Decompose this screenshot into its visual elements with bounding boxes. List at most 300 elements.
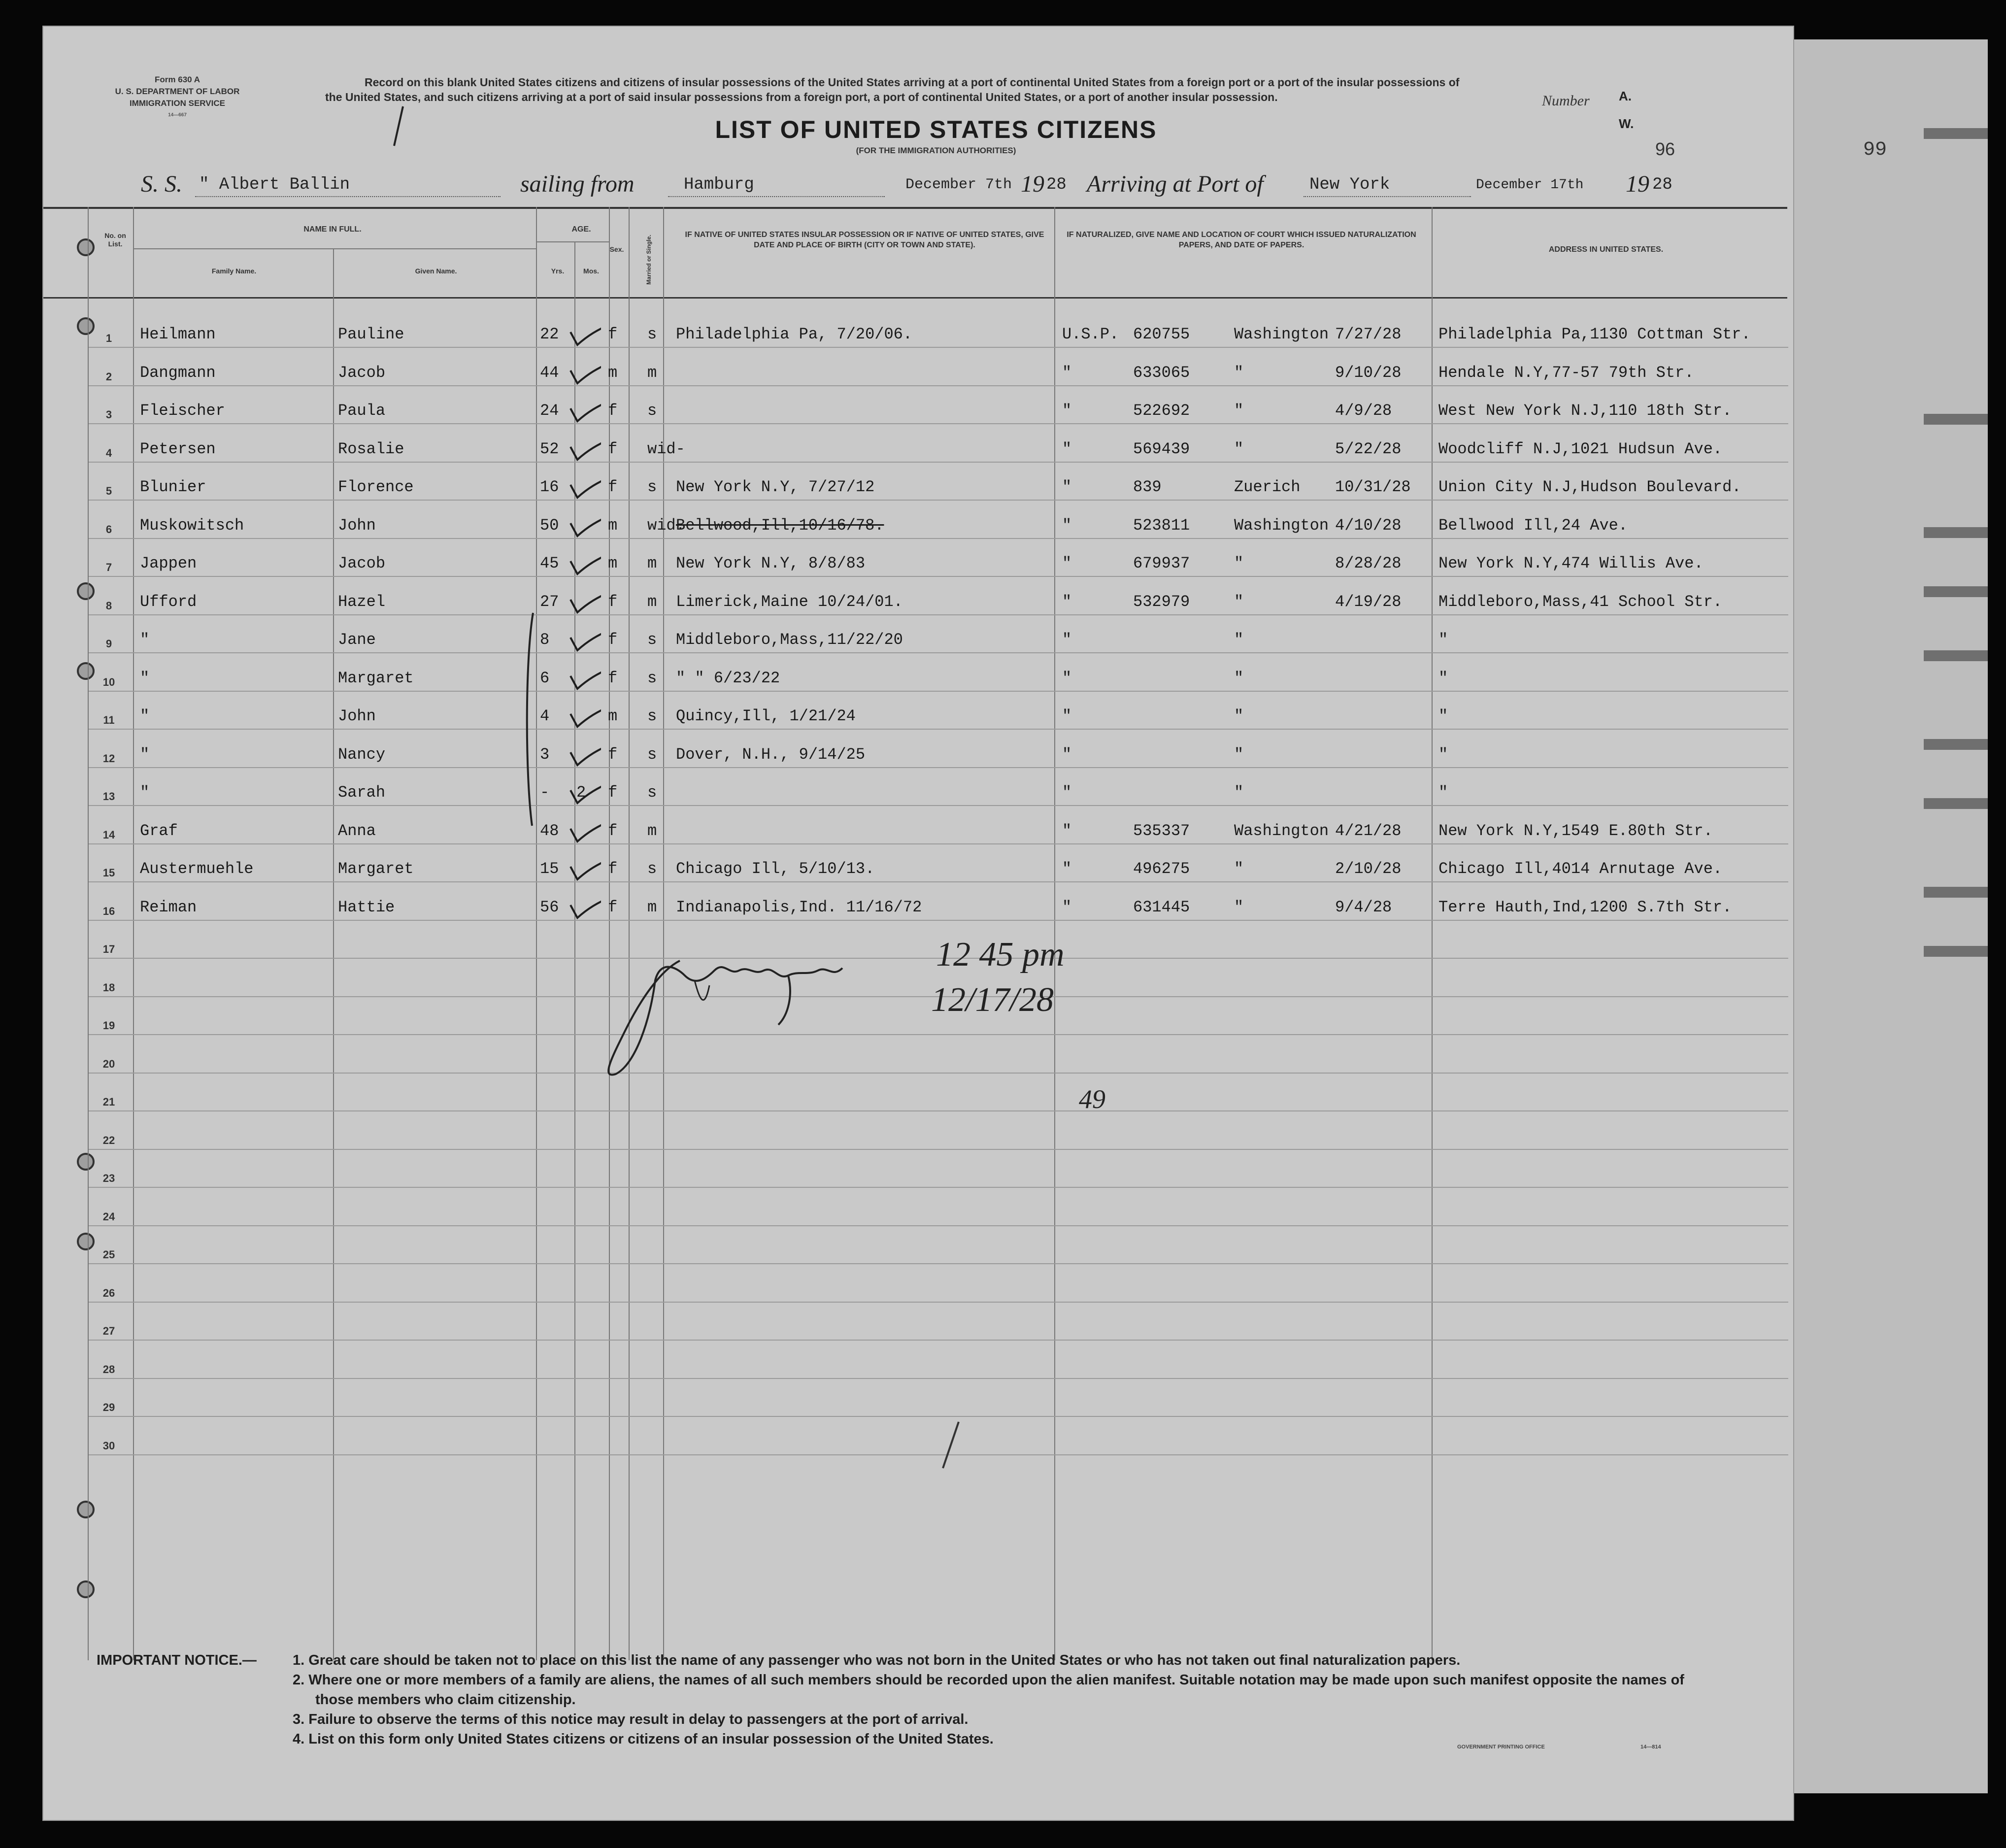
check-mark-icon [567, 500, 601, 539]
passenger-birth: Middleboro,Mass,11/22/20 [676, 631, 903, 649]
notice-item: 3. Failure to observe the terms of this notice may result in delay to passengers at the port of arrival. [293, 1712, 969, 1727]
passenger-yrs: 27 [540, 592, 559, 611]
check-mark-icon [567, 308, 601, 348]
passenger-family: Heilmann [140, 325, 216, 343]
passenger-given: John [338, 707, 376, 725]
passenger-address: " [1438, 707, 1448, 725]
passenger-birth: " " 6/23/22 [676, 669, 780, 687]
row-rule [89, 1225, 1788, 1226]
passenger-sex: f [608, 669, 618, 687]
check-mark-icon [567, 805, 601, 844]
passenger-mos: 2 [576, 783, 586, 802]
passenger-birth: Limerick,Maine 10/24/01. [676, 592, 903, 611]
check-mark-icon [567, 347, 601, 386]
passenger-location: Washington [1234, 325, 1329, 343]
passenger-ms: s [647, 325, 657, 343]
passenger-family: Muskowitsch [140, 516, 244, 535]
header-address: ADDRESS IN UNITED STATES. [1548, 245, 1664, 254]
passenger-date: 5/22/28 [1335, 439, 1402, 458]
passenger-family: " [140, 631, 150, 649]
passenger-sex: f [608, 821, 618, 840]
passenger-ms: s [647, 745, 657, 764]
passenger-sex: f [608, 745, 618, 764]
column-divider [536, 241, 610, 242]
number-label: Number [1542, 93, 1590, 109]
handwritten-date: 12/17/28 [931, 981, 1054, 1019]
passenger-yrs: 52 [540, 439, 559, 458]
passenger-sex: m [608, 554, 618, 572]
column-divider [133, 248, 537, 249]
passenger-family: Jappen [140, 554, 197, 572]
ship-name: " Albert Ballin [199, 175, 350, 194]
row-rule [89, 881, 1788, 882]
row-rule [89, 500, 1788, 501]
passenger-court: " [1062, 783, 1072, 802]
passenger-court: U.S.P. [1062, 325, 1119, 343]
passenger-given: Pauline [338, 325, 404, 343]
passenger-ms: s [647, 631, 657, 649]
passenger-given: Sarah [338, 783, 386, 802]
number-a: A. [1619, 89, 1632, 103]
header-birth-info: IF NATIVE OF UNITED STATES INSULAR POSSESSION OR IF NATIVE OF UNITED STATES, GIVE DATE AND PLACE OF BIRTH (CITY OR TOWN AND STATE). [685, 231, 1044, 249]
sheet-page-number: 96 [1655, 139, 1675, 159]
header-months: Mos. [583, 267, 599, 275]
row-rule [89, 462, 1788, 463]
header-years: Yrs. [551, 267, 565, 275]
row-rule [89, 1110, 1788, 1111]
arrival-date: December 17th [1476, 177, 1584, 193]
passenger-date: 8/28/28 [1335, 554, 1402, 572]
passenger-location: " [1234, 669, 1244, 687]
passenger-ms: wid. [647, 516, 685, 535]
passenger-yrs: 8 [540, 631, 550, 649]
passenger-date: 9/10/28 [1335, 363, 1402, 382]
passenger-court: " [1062, 439, 1072, 458]
row-number: 21 [102, 1096, 115, 1108]
passenger-address: Hendale N.Y,77-57 79th Str. [1438, 363, 1694, 382]
handwritten-page-number: 49 [1079, 1084, 1105, 1114]
row-number: 16 [102, 905, 115, 917]
row-number: 22 [102, 1134, 115, 1146]
passenger-court: " [1062, 669, 1072, 687]
header-married-or-single: Married or Single. [645, 235, 652, 285]
passenger-given: Anna [338, 821, 376, 840]
row-number: 25 [102, 1248, 115, 1261]
pen-stroke-icon [936, 1419, 966, 1473]
passenger-cert: 839 [1133, 478, 1162, 496]
row-number: 14 [102, 828, 115, 841]
row-rule [89, 843, 1788, 844]
passenger-given: Florence [338, 478, 414, 496]
row-number: 18 [102, 981, 115, 994]
passenger-cert: 523811 [1133, 516, 1190, 535]
passenger-family: Fleischer [140, 402, 225, 420]
passenger-court: " [1062, 478, 1072, 496]
row-number: 27 [102, 1325, 115, 1337]
passenger-yrs: 22 [540, 325, 559, 343]
binder-hole [77, 1153, 95, 1171]
passenger-location: " [1234, 898, 1244, 916]
passenger-address: New York N.Y,474 Willis Ave. [1438, 554, 1704, 572]
passenger-given: Jane [338, 631, 376, 649]
check-mark-icon [567, 423, 601, 463]
passenger-location: " [1234, 783, 1244, 802]
passenger-ms: m [647, 592, 657, 611]
passenger-address: " [1438, 745, 1448, 764]
pen-mark-icon [389, 104, 409, 149]
row-number: 26 [102, 1286, 115, 1299]
row-rule [89, 920, 1788, 921]
passenger-yrs: 16 [540, 478, 559, 496]
passenger-family: Graf [140, 821, 178, 840]
passenger-birth: New York N.Y, 8/8/83 [676, 554, 866, 572]
passenger-birth: Dover, N.H., 9/14/25 [676, 745, 866, 764]
passenger-yrs: 4 [540, 707, 550, 725]
passenger-sex: f [608, 860, 618, 878]
row-rule [89, 576, 1788, 577]
check-mark-icon [567, 690, 601, 730]
row-rule [89, 538, 1788, 539]
passenger-court: " [1062, 516, 1072, 535]
check-mark-icon [567, 576, 601, 615]
column-divider [1432, 207, 1433, 1660]
row-rule [89, 805, 1788, 806]
passenger-sex: f [608, 783, 618, 802]
passenger-sex: f [608, 325, 618, 343]
passenger-family: Blunier [140, 478, 206, 496]
passenger-court: " [1062, 898, 1072, 916]
passenger-given: Hattie [338, 898, 395, 916]
passenger-address: Middleboro,Mass,41 School Str. [1438, 592, 1723, 611]
passenger-cert: 532979 [1133, 592, 1190, 611]
passenger-given: Nancy [338, 745, 386, 764]
passenger-yrs: 15 [540, 860, 559, 878]
column-divider [536, 207, 537, 1660]
passenger-court: " [1062, 821, 1072, 840]
passenger-ms: m [647, 554, 657, 572]
form-number: Form 630 A [155, 75, 200, 84]
row-rule [89, 652, 1788, 653]
passenger-family: Ufford [140, 592, 197, 611]
arrival-year-prefix: 19 [1626, 171, 1649, 197]
passenger-sex: f [608, 439, 618, 458]
header-naturalization: IF NATURALIZED, GIVE NAME AND LOCATION OF COURT WHICH ISSUED NATURALIZATION PAPERS, AND DATE OF PAPERS. [1067, 231, 1416, 249]
handwritten-time: 12 45 pm [936, 936, 1065, 974]
passenger-cert: 569439 [1133, 439, 1190, 458]
passenger-location: " [1234, 402, 1244, 420]
passenger-ms: s [647, 669, 657, 687]
passenger-ms: s [647, 860, 657, 878]
row-number: 12 [102, 752, 115, 765]
passenger-address: Woodcliff N.J,1021 Hudsun Ave. [1438, 439, 1723, 458]
passenger-family: " [140, 669, 150, 687]
passenger-family: " [140, 745, 150, 764]
passenger-given: Rosalie [338, 439, 404, 458]
passenger-court: " [1062, 402, 1072, 420]
passenger-birth: Philadelphia Pa, 7/20/06. [676, 325, 913, 343]
passenger-location: " [1234, 745, 1244, 764]
binder-hole [77, 662, 95, 680]
row-number: 13 [102, 790, 115, 803]
passenger-birth: Quincy,Ill, 1/21/24 [676, 707, 856, 725]
row-rule [89, 385, 1788, 386]
passenger-yrs: 3 [540, 745, 550, 764]
passenger-location: " [1234, 860, 1244, 878]
sailing-from-label: sailing from [520, 171, 635, 197]
row-number: 30 [102, 1439, 115, 1452]
passenger-address: " [1438, 631, 1448, 649]
departure-date: December 7th [905, 176, 1012, 193]
passenger-yrs: 45 [540, 554, 559, 572]
passenger-location: " [1234, 363, 1244, 382]
column-divider [133, 207, 134, 1660]
passenger-sex: f [608, 898, 618, 916]
row-number: 20 [102, 1057, 115, 1070]
passenger-ms: s [647, 478, 657, 496]
check-mark-icon [567, 538, 601, 577]
passenger-court: " [1062, 707, 1072, 725]
passenger-cert: 679937 [1133, 554, 1190, 572]
passenger-ms: s [647, 783, 657, 802]
passenger-date: 10/31/28 [1335, 478, 1411, 496]
row-number: 3 [105, 408, 112, 421]
column-divider [88, 207, 89, 1660]
row-number: 6 [105, 523, 112, 536]
binder-hole [77, 582, 95, 600]
printing-office: GOVERNMENT PRINTING OFFICE [1457, 1744, 1545, 1750]
manifest-sheet [42, 26, 1794, 1821]
passenger-family: Petersen [140, 439, 216, 458]
check-mark-icon [567, 461, 601, 501]
column-divider [1054, 207, 1055, 1660]
passenger-family: Austermuehle [140, 860, 254, 878]
page-subtitle: (FOR THE IMMIGRATION AUTHORITIES) [856, 146, 1016, 155]
passenger-court: " [1062, 745, 1072, 764]
row-rule [89, 614, 1788, 615]
passenger-given: Margaret [338, 860, 414, 878]
row-number: 7 [105, 561, 112, 573]
row-number: 24 [102, 1210, 115, 1223]
passenger-family: " [140, 707, 150, 725]
row-rule [89, 423, 1788, 424]
passenger-ms: m [647, 821, 657, 840]
header-bottom-rule [43, 297, 1787, 299]
passenger-yrs: 24 [540, 402, 559, 420]
passenger-family: " [140, 783, 150, 802]
form-identification [74, 74, 281, 121]
passenger-address: Union City N.J,Hudson Boulevard. [1438, 478, 1741, 496]
notice-item: 4. List on this form only United States citizens or citizens of an insular possession of the United States. [293, 1731, 994, 1747]
passenger-address: " [1438, 669, 1448, 687]
service-name: IMMIGRATION SERVICE [130, 99, 225, 108]
record-instructions: Record on this blank United States citizens and citizens of insular possessions of the United States arriving at a port of continental United States from a foreign port or a port of the insular possessions of the United States, and such citizens arriving at a port of said insular possessions from a foreign port, a port of continental United States, or a port of another insular possession. [325, 76, 1460, 103]
passenger-date: 2/10/28 [1335, 860, 1402, 878]
check-mark-icon [567, 767, 601, 806]
header-given-name: Given Name. [415, 267, 457, 275]
binder-hole [77, 317, 95, 335]
check-mark-icon [567, 652, 601, 692]
printing-code: 14—814 [1640, 1744, 1661, 1750]
check-mark-icon [567, 881, 601, 921]
arriving-label: Arriving at Port of [1087, 171, 1264, 197]
column-divider [663, 207, 664, 1660]
passenger-yrs: 48 [540, 821, 559, 840]
check-mark-icon [567, 385, 601, 424]
binder-hole [77, 1233, 95, 1250]
passenger-birth: Indianapolis,Ind. 11/16/72 [676, 898, 922, 916]
passenger-address: Terre Hauth,Ind,1200 S.7th Str. [1438, 898, 1732, 916]
notice-item: 2. Where one or more members of a family are aliens, the names of all such members should be recorded upon the alien manifest. Suitable notation may be made upon such manifest opposite the names of those members who claim citizenship. [293, 1672, 1684, 1708]
printer-code: 14—667 [168, 112, 187, 118]
passenger-sex: m [608, 363, 618, 382]
row-rule [89, 1263, 1788, 1264]
passenger-date: 4/10/28 [1335, 516, 1402, 535]
header-family-name: Family Name. [211, 267, 257, 275]
passenger-address: Chicago Ill,4014 Arnutage Ave. [1438, 860, 1723, 878]
passenger-given: Jacob [338, 363, 386, 382]
column-divider [629, 207, 630, 1660]
passenger-court: " [1062, 631, 1072, 649]
departure-year-prefix: 19 [1021, 171, 1044, 197]
department-name: U. S. DEPARTMENT OF LABOR [115, 87, 240, 96]
passenger-date: 9/4/28 [1335, 898, 1392, 916]
check-mark-icon [567, 729, 601, 768]
passenger-ms: s [647, 707, 657, 725]
passenger-sex: f [608, 402, 618, 420]
passenger-given: Jacob [338, 554, 386, 572]
passenger-birth: Bellwood,Ill,10/16/78. [676, 516, 884, 535]
row-rule [89, 729, 1788, 730]
passenger-cert: 496275 [1133, 860, 1190, 878]
passenger-location: Washington [1234, 821, 1329, 840]
row-number: 4 [105, 446, 112, 459]
row-number: 28 [102, 1363, 115, 1376]
passenger-sex: f [608, 478, 618, 496]
passenger-family: Dangmann [140, 363, 216, 382]
passenger-yrs: 6 [540, 669, 550, 687]
number-w: W. [1619, 116, 1634, 131]
row-number: 19 [102, 1019, 115, 1032]
passenger-date: 4/19/28 [1335, 592, 1402, 611]
row-number: 17 [102, 943, 115, 955]
passenger-yrs: 56 [540, 898, 559, 916]
passenger-date: 4/9/28 [1335, 402, 1392, 420]
check-mark-icon [567, 614, 601, 653]
passenger-court: " [1062, 860, 1072, 878]
passenger-court: " [1062, 363, 1072, 382]
passenger-location: " [1234, 439, 1244, 458]
adjacent-page [1779, 39, 1988, 1793]
arrival-year: 28 [1652, 175, 1672, 194]
passenger-court: " [1062, 592, 1072, 611]
adjacent-page-number: 99 [1863, 139, 1887, 161]
row-number: 10 [102, 675, 115, 688]
passenger-sex: f [608, 592, 618, 611]
passenger-yrs: - [540, 783, 550, 802]
row-number: 23 [102, 1172, 115, 1184]
passenger-cert: 620755 [1133, 325, 1190, 343]
passenger-date: 7/27/28 [1335, 325, 1402, 343]
passenger-cert: 633065 [1133, 363, 1190, 382]
row-rule [89, 691, 1788, 692]
passenger-sex: f [608, 631, 618, 649]
passenger-location: " [1234, 592, 1244, 611]
row-rule [89, 1340, 1788, 1341]
row-number: 11 [103, 714, 115, 726]
row-number: 15 [102, 867, 115, 879]
passenger-yrs: 44 [540, 363, 559, 382]
row-rule [89, 1416, 1788, 1417]
passenger-date: 4/21/28 [1335, 821, 1402, 840]
row-rule [89, 767, 1788, 768]
header-name-in-full: NAME IN FULL. [303, 225, 362, 234]
passenger-address: West New York N.J,110 18th Str. [1438, 402, 1732, 420]
passenger-address: Bellwood Ill,24 Ave. [1438, 516, 1628, 535]
passenger-sex: m [608, 707, 618, 725]
column-divider [609, 207, 610, 1660]
row-number: 29 [102, 1401, 115, 1413]
row-rule [89, 1187, 1788, 1188]
binder-hole [77, 238, 95, 256]
row-rule [89, 1149, 1788, 1150]
row-number: 1 [105, 332, 112, 344]
passenger-cert: 522692 [1133, 402, 1190, 420]
passenger-cert: 631445 [1133, 898, 1190, 916]
header-age: AGE. [571, 225, 591, 234]
passenger-given: Margaret [338, 669, 414, 687]
passenger-address: Philadelphia Pa,1130 Cottman Str. [1438, 325, 1751, 343]
row-rule [89, 1378, 1788, 1379]
row-rule [89, 1302, 1788, 1303]
passenger-birth: New York N.Y, 7/27/12 [676, 478, 875, 496]
check-mark-icon [567, 843, 601, 882]
passenger-court: " [1062, 554, 1072, 572]
binder-hole [77, 1501, 95, 1518]
header-top-rule [43, 207, 1787, 209]
column-divider [333, 248, 334, 1660]
family-bracket-icon [522, 611, 537, 828]
passenger-ms: m [647, 898, 657, 916]
row-number: 9 [105, 638, 112, 650]
header-sex: Sex. [609, 245, 624, 253]
page-title: LIST OF UNITED STATES CITIZENS [715, 116, 1157, 143]
passenger-location: " [1234, 554, 1244, 572]
passenger-location: Washington [1234, 516, 1329, 535]
passenger-family: Reiman [140, 898, 197, 916]
passenger-location: Zuerich [1234, 478, 1301, 496]
sailing-from-port: Hamburg [684, 175, 754, 194]
passenger-yrs: 50 [540, 516, 559, 535]
ss-label: S. S. [141, 171, 182, 197]
notice-label: IMPORTANT NOTICE.— [97, 1652, 257, 1668]
passenger-birth: Chicago Ill, 5/10/13. [676, 860, 875, 878]
row-number: 5 [105, 485, 112, 497]
row-rule [89, 347, 1788, 348]
row-number: 8 [105, 599, 112, 612]
departure-year: 28 [1046, 175, 1067, 194]
passenger-address: " [1438, 783, 1448, 802]
passenger-given: Paula [338, 402, 386, 420]
passenger-ms: s [647, 402, 657, 420]
passenger-given: Hazel [338, 592, 386, 611]
voyage-line [141, 170, 1678, 200]
passenger-sex: m [608, 516, 618, 535]
row-number: 2 [105, 370, 112, 383]
inspector-signature-icon [581, 941, 1172, 1089]
binder-hole [77, 1580, 95, 1598]
notice-item: 1. Great care should be taken not to place on this list the name of any passenger who was not born in the United States or who has not taken out final naturalization papers. [293, 1652, 1461, 1668]
passenger-location: " [1234, 631, 1244, 649]
